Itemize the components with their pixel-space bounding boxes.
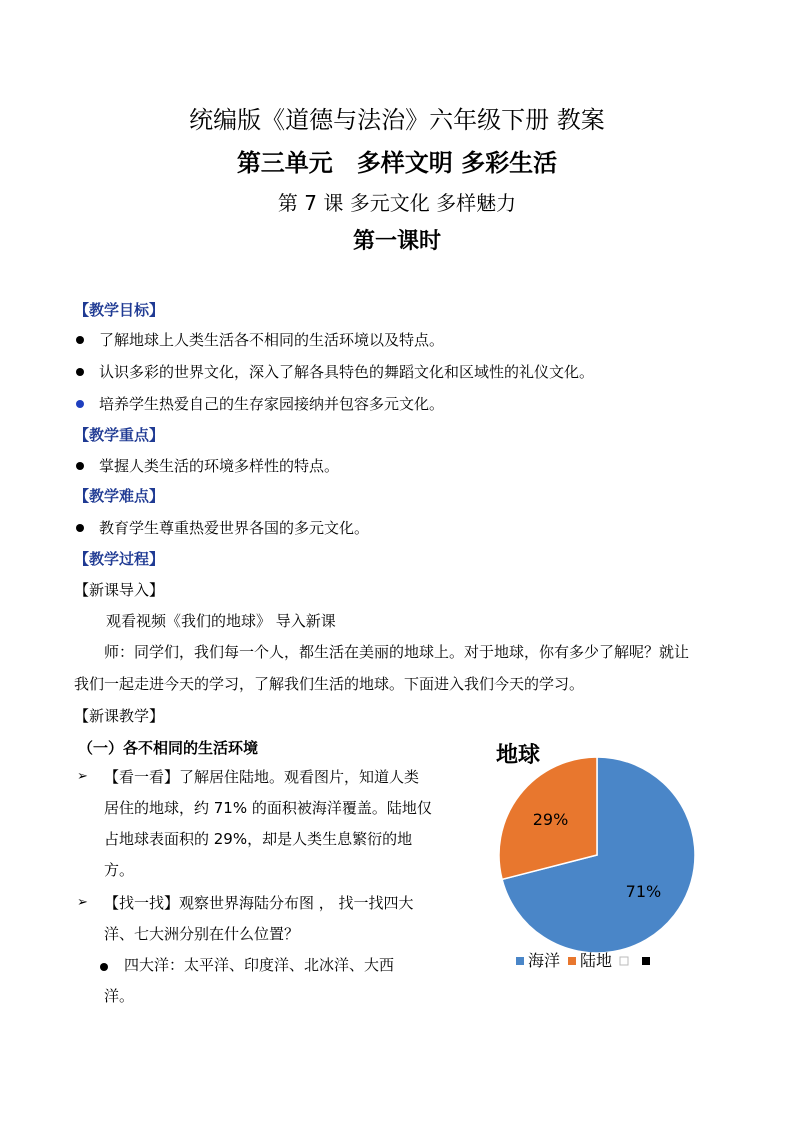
period-title: 第一课时 (352, 229, 441, 254)
new-lesson-heading: 【新课教学】 (74, 707, 165, 725)
objective-item: 培养学生热爱自己的生存家园接纳并包容多元文化。 (72, 392, 444, 416)
pie-data-label: 29% (532, 809, 569, 829)
key-points-heading: 【教学重点】 (74, 426, 165, 444)
bullet-icon (76, 368, 84, 376)
pie-slices (499, 757, 695, 953)
section-title: （一）各不相同的生活环境 (78, 739, 259, 757)
earth-pie-chart (480, 732, 710, 982)
pie-data-label: 71% (625, 882, 662, 902)
difficulty-item: 教育学生尊重热爱世界各国的多元文化。 (72, 516, 369, 540)
legend-swatch (620, 957, 628, 965)
unit-title: 第三单元 多样文明 多彩生活 (236, 149, 558, 177)
legend-label: 海洋 (528, 951, 561, 970)
intro-line: 观看视频《我们的地球》 导入新课 (106, 612, 336, 630)
objective-item: 认识多彩的世界文化，深入了解各具特色的舞蹈文化和区域性的礼仪文化。 (72, 360, 594, 384)
bullet-icon (76, 400, 84, 408)
key-point-item: 掌握人类生活的环境多样性的特点。 (72, 454, 339, 478)
pie-svg (480, 732, 710, 982)
teacher-line: 我们一起走进今天的学习，了解我们生活的地球。下面进入我们今天的学习。 (74, 675, 585, 693)
legend-swatch (568, 957, 576, 965)
legend-label: 陆地 (580, 951, 613, 970)
look-paragraph: 【看一看】了解居住陆地。观看图片，知道人类 居住的地球，约 71% 的面积被海洋覆盖。陆地仅 占地球表面积的 29%，却是人类生息繁衍的地 方。 (104, 768, 432, 879)
bullet-icon (76, 336, 84, 344)
objectives-heading: 【教学目标】 (74, 301, 165, 319)
bullet-icon (76, 462, 84, 470)
arrow-bullet-icon: ➢ (77, 895, 88, 910)
legend-swatch (516, 957, 524, 965)
process-heading: 【教学过程】 (74, 550, 165, 568)
find-paragraph: 【找一找】观察世界海陆分布图 ， 找一找四大 洋、七大洲分别在什么位置？ (104, 894, 414, 943)
difficulties-heading: 【教学难点】 (74, 487, 165, 505)
chart-title: 地球 (496, 743, 541, 768)
legend-swatch (642, 957, 650, 965)
chart-legend (516, 951, 650, 970)
document-title: 统编版《道德与法治》六年级下册 教案 (189, 106, 605, 134)
objective-item: 了解地球上人类生活各不相同的生活环境以及特点。 (72, 328, 444, 352)
bullet-icon (100, 963, 108, 971)
oceans-line: 洋。 (104, 987, 135, 1005)
oceans-line: 四大洋：太平洋、印度洋、北冰洋、大西 (124, 956, 395, 974)
teacher-line: 师：同学们，我们每一个人，都生活在美丽的地球上。对于地球，你有多少了解呢？就让 (104, 643, 690, 661)
intro-heading: 【新课导入】 (74, 581, 165, 599)
lesson-title: 第 7 课 多元文化 多样魅力 (277, 191, 517, 215)
bullet-icon (76, 524, 84, 532)
arrow-bullet-icon: ➢ (77, 769, 88, 784)
